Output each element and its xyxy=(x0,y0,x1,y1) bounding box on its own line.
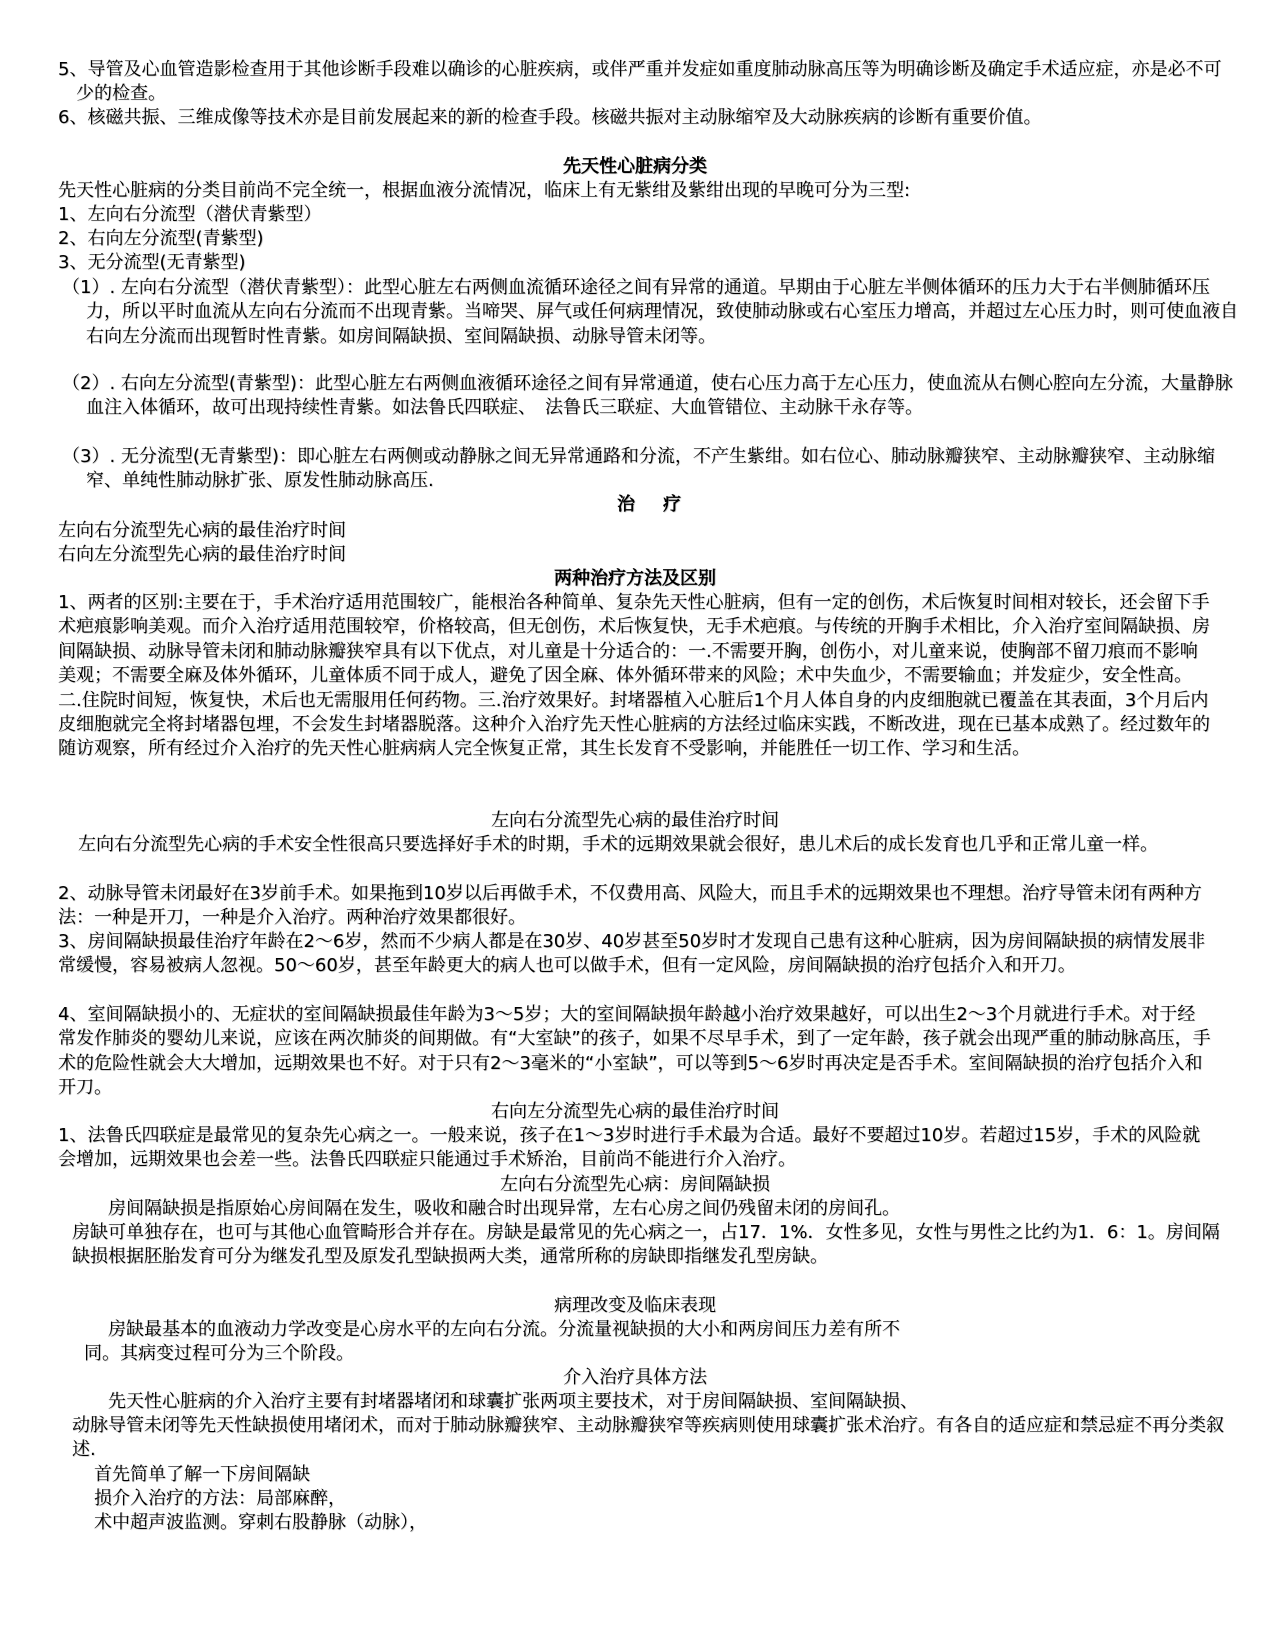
treatment-heading: 治疗 xyxy=(617,494,709,515)
asd-p1: 房间隔缺损是指原始心房间隔在发生，吸收和融合时出现异常，左右心房之间仍残留未闭的房间孔。 xyxy=(108,1198,900,1219)
detail-1: （1）. 左向右分流型（潜伏青紫型）：此型心脏左右两侧血流循环途径之间有异常的通道。早期由于心脏左半侧体循环的压力大于右半侧肺循环压力，所以平时血流从左向右分流而不出现青紫。当啼哭、屏气或任何病理情况，致使肺动脉或右心室压力增高，并超过左心压力时，则可使血液自右向左分流而出现暂时性青紫。如房间隔缺损、室间隔缺损、动脉导管未闭等。 xyxy=(62,277,1238,347)
left-right-p3: 3、房间隔缺损最佳治疗年龄在2～6岁，然而不少病人都是在30岁、40岁甚至50岁时才发现自己患有这种心脏病，因为房间隔缺损的病情发展非常缓慢，容易被病人忽视。50～60岁，甚至年龄更大的病人也可以做手术，但有一定风险，房间隔缺损的治疗包括介入和开刀。 xyxy=(58,931,1206,977)
pathology-line-1: 房缺最基本的血液动力学改变是心房水平的左向右分流。分流量视缺损的大小和两房间压力差有所不 xyxy=(108,1319,900,1340)
intervention-line-2: 动脉导管未闭等先天性缺损使用堵闭术，而对于肺动脉瓣狭窄、主动脉瓣狭窄等疾病则使用球囊扩张术治疗。有各自的适应症和禁忌症不再分类叙述. xyxy=(72,1415,1224,1461)
treatment-link-left-right: 左向右分流型先心病的最佳治疗时间 xyxy=(58,520,346,541)
left-right-heading: 左向右分流型先心病的最佳治疗时间 xyxy=(491,810,779,831)
intro-item-5: 5、导管及心血管造影检查用于其他诊断手段难以确诊的心脏疾病，或伴严重并发症如重度肺动脉高压等为明确诊断及确定手术适应症，亦是必不可少的检查。 xyxy=(58,59,1222,105)
intervention-line-3: 首先简单了解一下房间隔缺 xyxy=(94,1464,310,1485)
asd-p2: 房缺可单独存在，也可与其他心血管畸形合并存在。房缺是最常见的先心病之一，占17．1%．女性多见，女性与男性之比约为1．6：1。房间隔缺损根据胚胎发育可分为继发孔型及原发孔型缺损两大类，通常所称的房缺即指继发孔型房缺。 xyxy=(72,1222,1220,1268)
type-1: 1、左向右分流型（潜伏青紫型） xyxy=(58,204,322,225)
intervention-line-1: 先天性心脏病的介入治疗主要有封堵器堵闭和球囊扩张两项主要技术，对于房间隔缺损、室间隔缺损、 xyxy=(108,1391,918,1412)
pathology-line-2: 同。其病变过程可分为三个阶段。 xyxy=(84,1343,354,1364)
intervention-line-4: 损介入治疗的方法：局部麻醉， xyxy=(94,1488,346,1509)
detail-3: （3）. 无分流型(无青紫型)：即心脏左右两侧或动静脉之间无异常通路和分流，不产生紫绀。如右位心、肺动脉瓣狭窄、主动脉瓣狭窄、主动脉缩窄、单纯性肺动脉扩张、原发性肺动脉高压. xyxy=(62,446,1215,492)
right-left-heading: 右向左分流型先心病的最佳治疗时间 xyxy=(491,1101,779,1122)
left-right-p2: 2、动脉导管未闭最好在3岁前手术。如果拖到10岁以后再做手术，不仅费用高、风险大，而且手术的远期效果也不理想。治疗导管未闭有两种方法：一种是开刀，一种是介入治疗。两种治疗效果都很好。 xyxy=(58,883,1202,929)
type-3: 3、无分流型(无青紫型) xyxy=(58,252,246,273)
left-right-p4: 4、室间隔缺损小的、无症状的室间隔缺损最佳年龄为3～5岁；大的室间隔缺损年龄越小治疗效果越好，可以出生2～3个月就进行手术。对于经常发作肺炎的婴幼儿来说，应该在两次肺炎的间期做。有“大室缺”的孩子，如果不尽早手术，到了一定年龄，孩子就会出现严重的肺动脉高压，手术的危险性就会大大增加，远期效果也不好。对于只有2～3毫米的“小室缺”，可以等到5～6岁时再决定是否手术。室间隔缺损的治疗包括介入和开刀。 xyxy=(58,1004,1211,1099)
methods-heading: 两种治疗方法及区别 xyxy=(554,568,716,589)
classification-intro: 先天性心脏病的分类目前尚不完全统一，根据血液分流情况，临床上有无紫绀及紫绀出现的早晚可分为三型: xyxy=(58,180,911,201)
detail-2: （2）. 右向左分流型(青紫型)：此型心脏左右两侧血液循环途径之间有异常通道，使右心压力高于左心压力，使血流从右侧心腔向左分流，大量静脉血注入体循环，故可出现持续性青紫。如法鲁氏四联症、 法鲁氏三联症、大血管错位、主动脉干永存等。 xyxy=(62,373,1233,419)
treatment-link-right-left: 右向左分流型先心病的最佳治疗时间 xyxy=(58,544,346,565)
methods-paragraph: 1、两者的区别:主要在于，手术治疗适用范围较广，能根治各种简单、复杂先天性心脏病，但有一定的创伤，术后恢复时间相对较长，还会留下手术疤痕影响美观。而介入治疗适用范围较窄，价格较高，但无创伤，术后恢复快，无手术疤痕。与传统的开胸手术相比，介入治疗室间隔缺损、房间隔缺损、动脉导管未闭和肺动脉瓣狭窄具有以下优点，对儿童是十分适合的：一.不需要开胸，创伤小，对儿童来说，使胸部不留刀痕而不影响美观；不需要全麻及体外循环，儿童体质不同于成人，避免了因全麻、体外循环带来的风险；术中失血少，不需要输血；并发症少，安全性高。二.住院时间短，恢复快，术后也无需服用任何药物。三.治疗效果好。封堵器植入心脏后1个月人体自身的内皮细胞就已覆盖在其表面，3个月后内皮细胞就完全将封堵器包埋，不会发生封堵器脱落。这种介入治疗先天性心脏病的方法经过临床实践，不断改进，现在已基本成熟了。经过数年的随访观察，所有经过介入治疗的先天性心脏病病人完全恢复正常，其生长发育不受影响，并能胜任一切工作、学习和生活。 xyxy=(58,592,1210,760)
classification-heading: 先天性心脏病分类 xyxy=(563,156,707,177)
right-left-p1: 1、法鲁氏四联症是最常见的复杂先心病之一。一般来说，孩子在1～3岁时进行手术最为合适。最好不要超过10岁。若超过15岁，手术的风险就会增加，远期效果也会差一些。法鲁氏四联症只能通过手术矫治，目前尚不能进行介入治疗。 xyxy=(58,1125,1201,1171)
left-right-p1: 左向右分流型先心病的手术安全性很高只要选择好手术的时期，手术的远期效果就会很好，患儿术后的成长发育也几乎和正常儿童一样。 xyxy=(78,834,1158,855)
asd-heading: 左向右分流型先心病：房间隔缺损 xyxy=(500,1174,770,1195)
intro-item-6: 6、核磁共振、三维成像等技术亦是目前发展起来的新的检查手段。核磁共振对主动脉缩窄及大动脉疾病的诊断有重要价值。 xyxy=(58,107,1042,128)
intervention-heading: 介入治疗具体方法 xyxy=(563,1367,707,1388)
type-2: 2、右向左分流型(青紫型) xyxy=(58,228,264,249)
intervention-line-5: 术中超声波监测。穿刺右股静脉（动脉）， xyxy=(94,1512,427,1533)
pathology-heading: 病理改变及临床表现 xyxy=(554,1295,716,1316)
